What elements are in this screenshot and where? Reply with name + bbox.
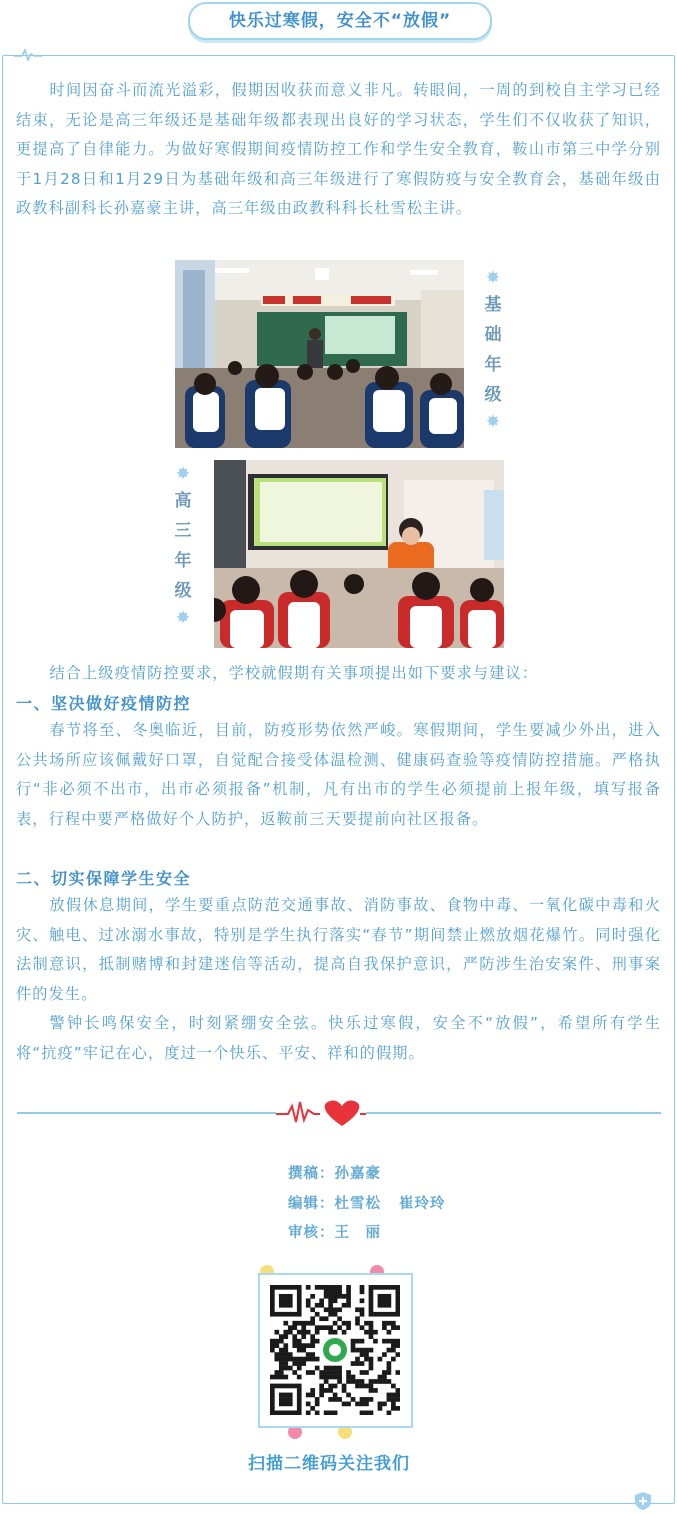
intro-text: 时间因奋斗而流光溢彩，假期因收获而意义非凡。转眼间，一周的到校自主学习已经结束，无论是高三年级还是基础年级都表现出良好的学习状态，学生们不仅收获了知识，更提高了自律能力。为做好寒假期间疫情防控工作和学生安全教育，鞍山市第三中学分别于1月28日和1月29日为基础年级和高三年级进行了寒假防疫与安全教育会，基础年级由政教科副科长孙嘉豪主讲，高三年级由政教科科长杜雪松主讲。 [16,81,661,217]
heart-pulse-icon [276,1096,366,1130]
label-foundation-grade [480,266,506,434]
credit-label: 审核： [288,1225,335,1241]
classroom-photo-1 [175,260,464,448]
credit-editor [288,1190,446,1220]
intro-paragraph [16,76,661,224]
classroom-photo-2 [214,460,504,648]
star-icon: ✸ [175,464,191,484]
page-title: 快乐过寒假，安全不“放假” [188,2,492,40]
photo-senior-grade [214,460,504,648]
credit-label: 编辑： [288,1195,335,1212]
label-senior-grade [170,462,196,630]
qr-code-icon[interactable] [270,1285,400,1415]
lead-text: 结合上级疫情防控要求，学校就假期有关事项提出如下要求与建议： [49,664,539,682]
credit-value: 崔玲玲 [399,1195,446,1212]
photo-foundation-grade [175,260,464,448]
credits-block [288,1160,446,1249]
closing-text: 警钟长鸣保安全，时刻紧绷安全弦。快乐过寒假，安全不“放假”，希望所有学生将“抗疫”牢记在心，度过一个快乐、平安、祥和的假期。 [16,1014,661,1062]
credit-value: 杜雪松 [334,1195,381,1212]
label-char: 三 [174,521,192,541]
qr-caption: 扫描二维码关注我们 [248,1454,410,1474]
credit-label: 撰稿： [288,1166,335,1182]
label-char: 级 [484,385,502,405]
label-char: 基 [484,295,502,315]
shield-badge-icon [632,1490,654,1512]
star-icon: ✸ [485,268,501,288]
pulse-tick-icon [14,46,42,62]
credit-writer [288,1160,446,1190]
section-body-2 [16,891,661,1068]
credit-value: 孙嘉豪 [334,1166,381,1182]
lead-paragraph [16,659,661,689]
section-heading-1: 一、坚决做好疫情防控 [16,694,192,713]
label-char: 年 [174,551,192,571]
star-icon: ✸ [485,412,501,432]
star-icon: ✸ [175,608,191,628]
credit-value: 王 丽 [334,1225,381,1241]
qr-code-frame [258,1273,413,1428]
credit-reviewer [288,1219,446,1249]
label-char: 础 [484,325,502,345]
section-text: 放假休息期间，学生要重点防范交通事故、消防事故、食物中毒、一氧化碳中毒和火灾、触电、过冰溺水事故，特别是学生执行落实“春节”期间禁止燃放烟花爆竹。同时强化法制意识，抵制赌博和封建迷信等活动，提高自我保护意识，严防涉生治安案件、刑事案件的发生。 [16,896,661,1003]
label-char: 年 [484,355,502,375]
label-char: 级 [174,581,192,601]
section-heading-2: 二、切实保障学生安全 [16,869,192,888]
section-body-1 [16,716,661,834]
label-char: 高 [174,491,192,511]
section-text: 春节将至、冬奥临近，目前，防疫形势依然严峻。寒假期间，学生要减少外出，进入公共场所应该佩戴好口罩，自觉配合接受体温检测、健康码查验等疫情防控措施。严格执行“非必须不出市，出市必须报备”机制，凡有出市的学生必须提前上报年级，填写报备表，行程中要严格做好个人防护，返鞍前三天要提前向社区报备。 [16,721,661,828]
